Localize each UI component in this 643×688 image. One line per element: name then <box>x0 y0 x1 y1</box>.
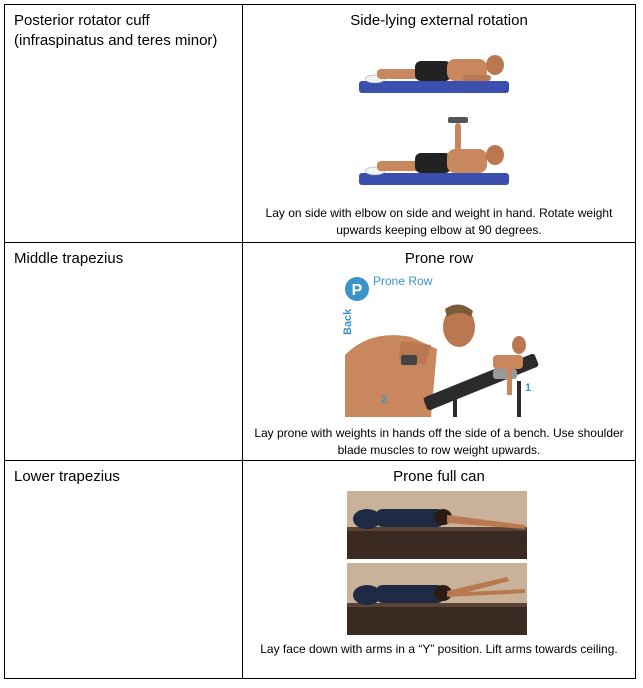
exercise-cell <box>243 5 635 242</box>
muscle-name: Posterior rotator cuff (infraspinatus and teres minor) <box>14 12 218 49</box>
muscle-name: Lower trapezius <box>14 468 120 485</box>
image-badge: P <box>351 282 363 299</box>
image-side-label: Back <box>342 308 354 335</box>
exercise-photo-start <box>355 53 515 99</box>
exercise-description: Lay prone with weights in hands off the side of a bench. Use shoulder blade muscles to row weight upwards. <box>254 426 624 457</box>
exercise-cell <box>243 461 635 678</box>
muscle-name: Middle trapezius <box>14 250 124 267</box>
table-row <box>5 461 635 678</box>
image-title: Prone Row <box>373 274 433 288</box>
table-row <box>5 243 635 461</box>
exercise-title: Side-lying external rotation <box>350 12 528 29</box>
exercise-photo <box>341 271 541 417</box>
exercise-photo-end <box>347 563 527 635</box>
exercise-photo-start <box>347 491 527 559</box>
exercise-cell <box>243 243 635 460</box>
exercise-title: Prone full can <box>393 468 485 485</box>
exercise-table <box>4 4 636 679</box>
table-row <box>5 5 635 243</box>
exercise-description: Lay face down with arms in a “Y” position. Lift arms towards ceiling. <box>260 642 618 656</box>
image-step-1: 1 <box>525 382 532 394</box>
exercise-photo-end <box>355 115 515 191</box>
exercise-description: Lay on side with elbow on side and weight in hand. Rotate weight upwards keeping elbow at 90 degrees. <box>265 206 613 237</box>
image-step-2: 2 <box>381 394 388 406</box>
exercise-title: Prone row <box>404 250 474 267</box>
